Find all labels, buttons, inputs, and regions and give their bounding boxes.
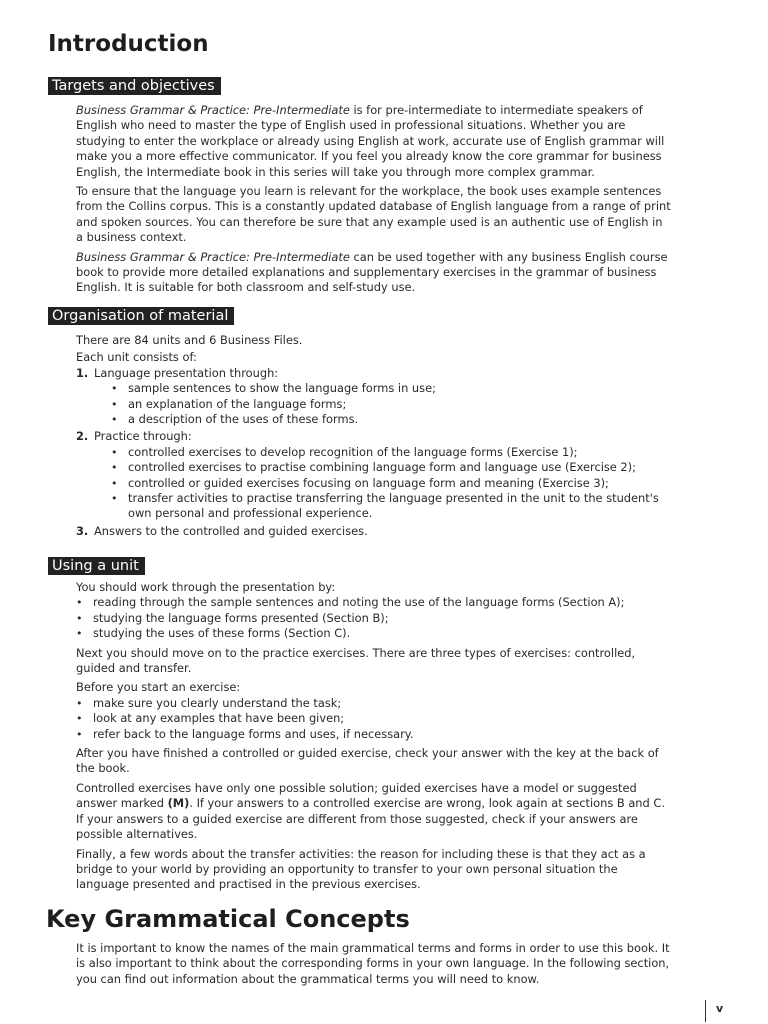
- using-paragraph-2: Next you should move on to the practice exercises. There are three types of exercises: controlled, guided and transfer.: [76, 645, 636, 676]
- list-item: • studying the uses of these forms (Section C).: [76, 626, 672, 641]
- list-item: [76, 524, 672, 539]
- list-item: [76, 429, 672, 521]
- organisation-paragraph-2: Each unit consists of:: [76, 350, 197, 365]
- kgc-paragraph-1: It is important to know the names of the main grammatical terms and forms in order to use this book. It is also important to think about the corresponding forms in your own language. In the following section, you can find out information about the grammatical terms you will need to know.: [76, 941, 670, 986]
- paragraph-text: Controlled exercises have only one possible solution; guided exercises have a model or suggested answer marked: [76, 780, 637, 811]
- targets-paragraph-3: [76, 250, 672, 296]
- section-heading-using: Using a unit: [48, 557, 145, 575]
- page-title: Introduction: [48, 31, 209, 57]
- list-item: • studying the language forms presented (Section B);: [76, 611, 672, 626]
- section-heading-targets: Targets and objectives: [48, 77, 221, 95]
- section-organisation-body: [76, 333, 672, 541]
- list-item: [76, 366, 672, 428]
- list-item: • a description of the uses of these forms.: [111, 412, 672, 427]
- book-title: Business Grammar & Practice: Pre-Intermediate: [76, 103, 350, 117]
- list-item: • make sure you clearly understand the task;: [76, 696, 672, 711]
- list-item: • refer back to the language forms and uses, if necessary.: [76, 727, 672, 742]
- using-paragraph-6: Finally, a few words about the transfer activities: the reason for including these is that they act as a bridge to your world by providing an opportunity to transfer to your own personal situation the language presented and practised in the previous exercises.: [76, 846, 646, 892]
- using-paragraph-1: You should work through the presentation by:: [76, 580, 336, 594]
- list-label: Practice through:: [94, 429, 192, 444]
- section-heading-organisation: Organisation of material: [48, 307, 234, 325]
- section-using-body: [76, 580, 672, 893]
- list-item: • controlled exercises to develop recognition of the language forms (Exercise 1);: [111, 445, 672, 460]
- list-item: • controlled or guided exercises focusing on language form and meaning (Exercise 3);: [111, 476, 672, 491]
- paragraph-text: . If your answers to a controlled exercise are wrong, look again at sections B and C. If your answers to a guided exercise are different from those suggested, check if your answers are possible alternatives.: [76, 796, 665, 842]
- using-paragraph-3: Before you start an exercise:: [76, 680, 241, 695]
- list-item: • controlled exercises to practise combining language form and language use (Exercise 2);: [111, 460, 672, 475]
- list-number: 1.: [76, 365, 89, 380]
- list-item: • sample sentences to show the language forms in use;: [111, 381, 672, 396]
- bullet-list: [76, 696, 672, 742]
- unit-contents-list: [76, 366, 672, 539]
- using-paragraph-4: After you have finished a controlled or guided exercise, check your answer with the key at the back of the book.: [76, 746, 659, 776]
- section-kgc-body: [76, 941, 672, 987]
- page-number-rule: [705, 1000, 706, 1022]
- targets-paragraph-1: [76, 103, 672, 180]
- book-title: Business Grammar & Practice: Pre-Intermediate: [76, 249, 350, 264]
- section-targets-body: [76, 103, 672, 296]
- page-number: v: [716, 1002, 724, 1015]
- list-item: • reading through the sample sentences and noting the use of the language forms (Section A);: [76, 595, 672, 610]
- paragraph-text: can be used together with any business English course book to provide more detailed explanations and supplementary exercises in the grammar of business English. It is suitable for both classroom and self-study use.: [76, 249, 668, 295]
- model-answer-marker: (M): [167, 796, 190, 811]
- list-number: 2.: [76, 429, 89, 444]
- bullet-list: [94, 381, 672, 427]
- paragraph-text: is for pre-intermediate to intermediate speakers of English who need to master the type of English used in professional situations. Whether you are studying to enter the workplace or already using English at work, accurate use of English grammar will make you a more effective communicator. If you feel you already know the core grammar for business English, the Intermediate book in this series will take you through more complex grammar.: [76, 103, 665, 179]
- list-number: 3.: [76, 523, 89, 538]
- list-item: • look at any examples that have been given;: [76, 711, 672, 726]
- section-title-key-grammatical-concepts: Key Grammatical Concepts: [46, 905, 410, 933]
- list-label: Answers to the controlled and guided exercises.: [94, 523, 368, 538]
- list-label: Language presentation through:: [94, 365, 279, 380]
- targets-paragraph-2: To ensure that the language you learn is relevant for the workplace, the book uses example sentences from the Collins corpus. This is a constantly updated database of English language from a range of print and spoken sources. You can therefore be sure that any example used is an authentic use of English in a business context.: [76, 184, 671, 245]
- list-item: • an explanation of the language forms;: [111, 397, 672, 412]
- organisation-paragraph-1: There are 84 units and 6 Business Files.: [76, 333, 303, 347]
- bullet-list: [94, 445, 672, 522]
- list-item: • transfer activities to practise transferring the language presented in the unit to the student's own personal and professional experience.: [111, 491, 672, 522]
- using-paragraph-5: [76, 781, 672, 843]
- bullet-list: [76, 595, 672, 641]
